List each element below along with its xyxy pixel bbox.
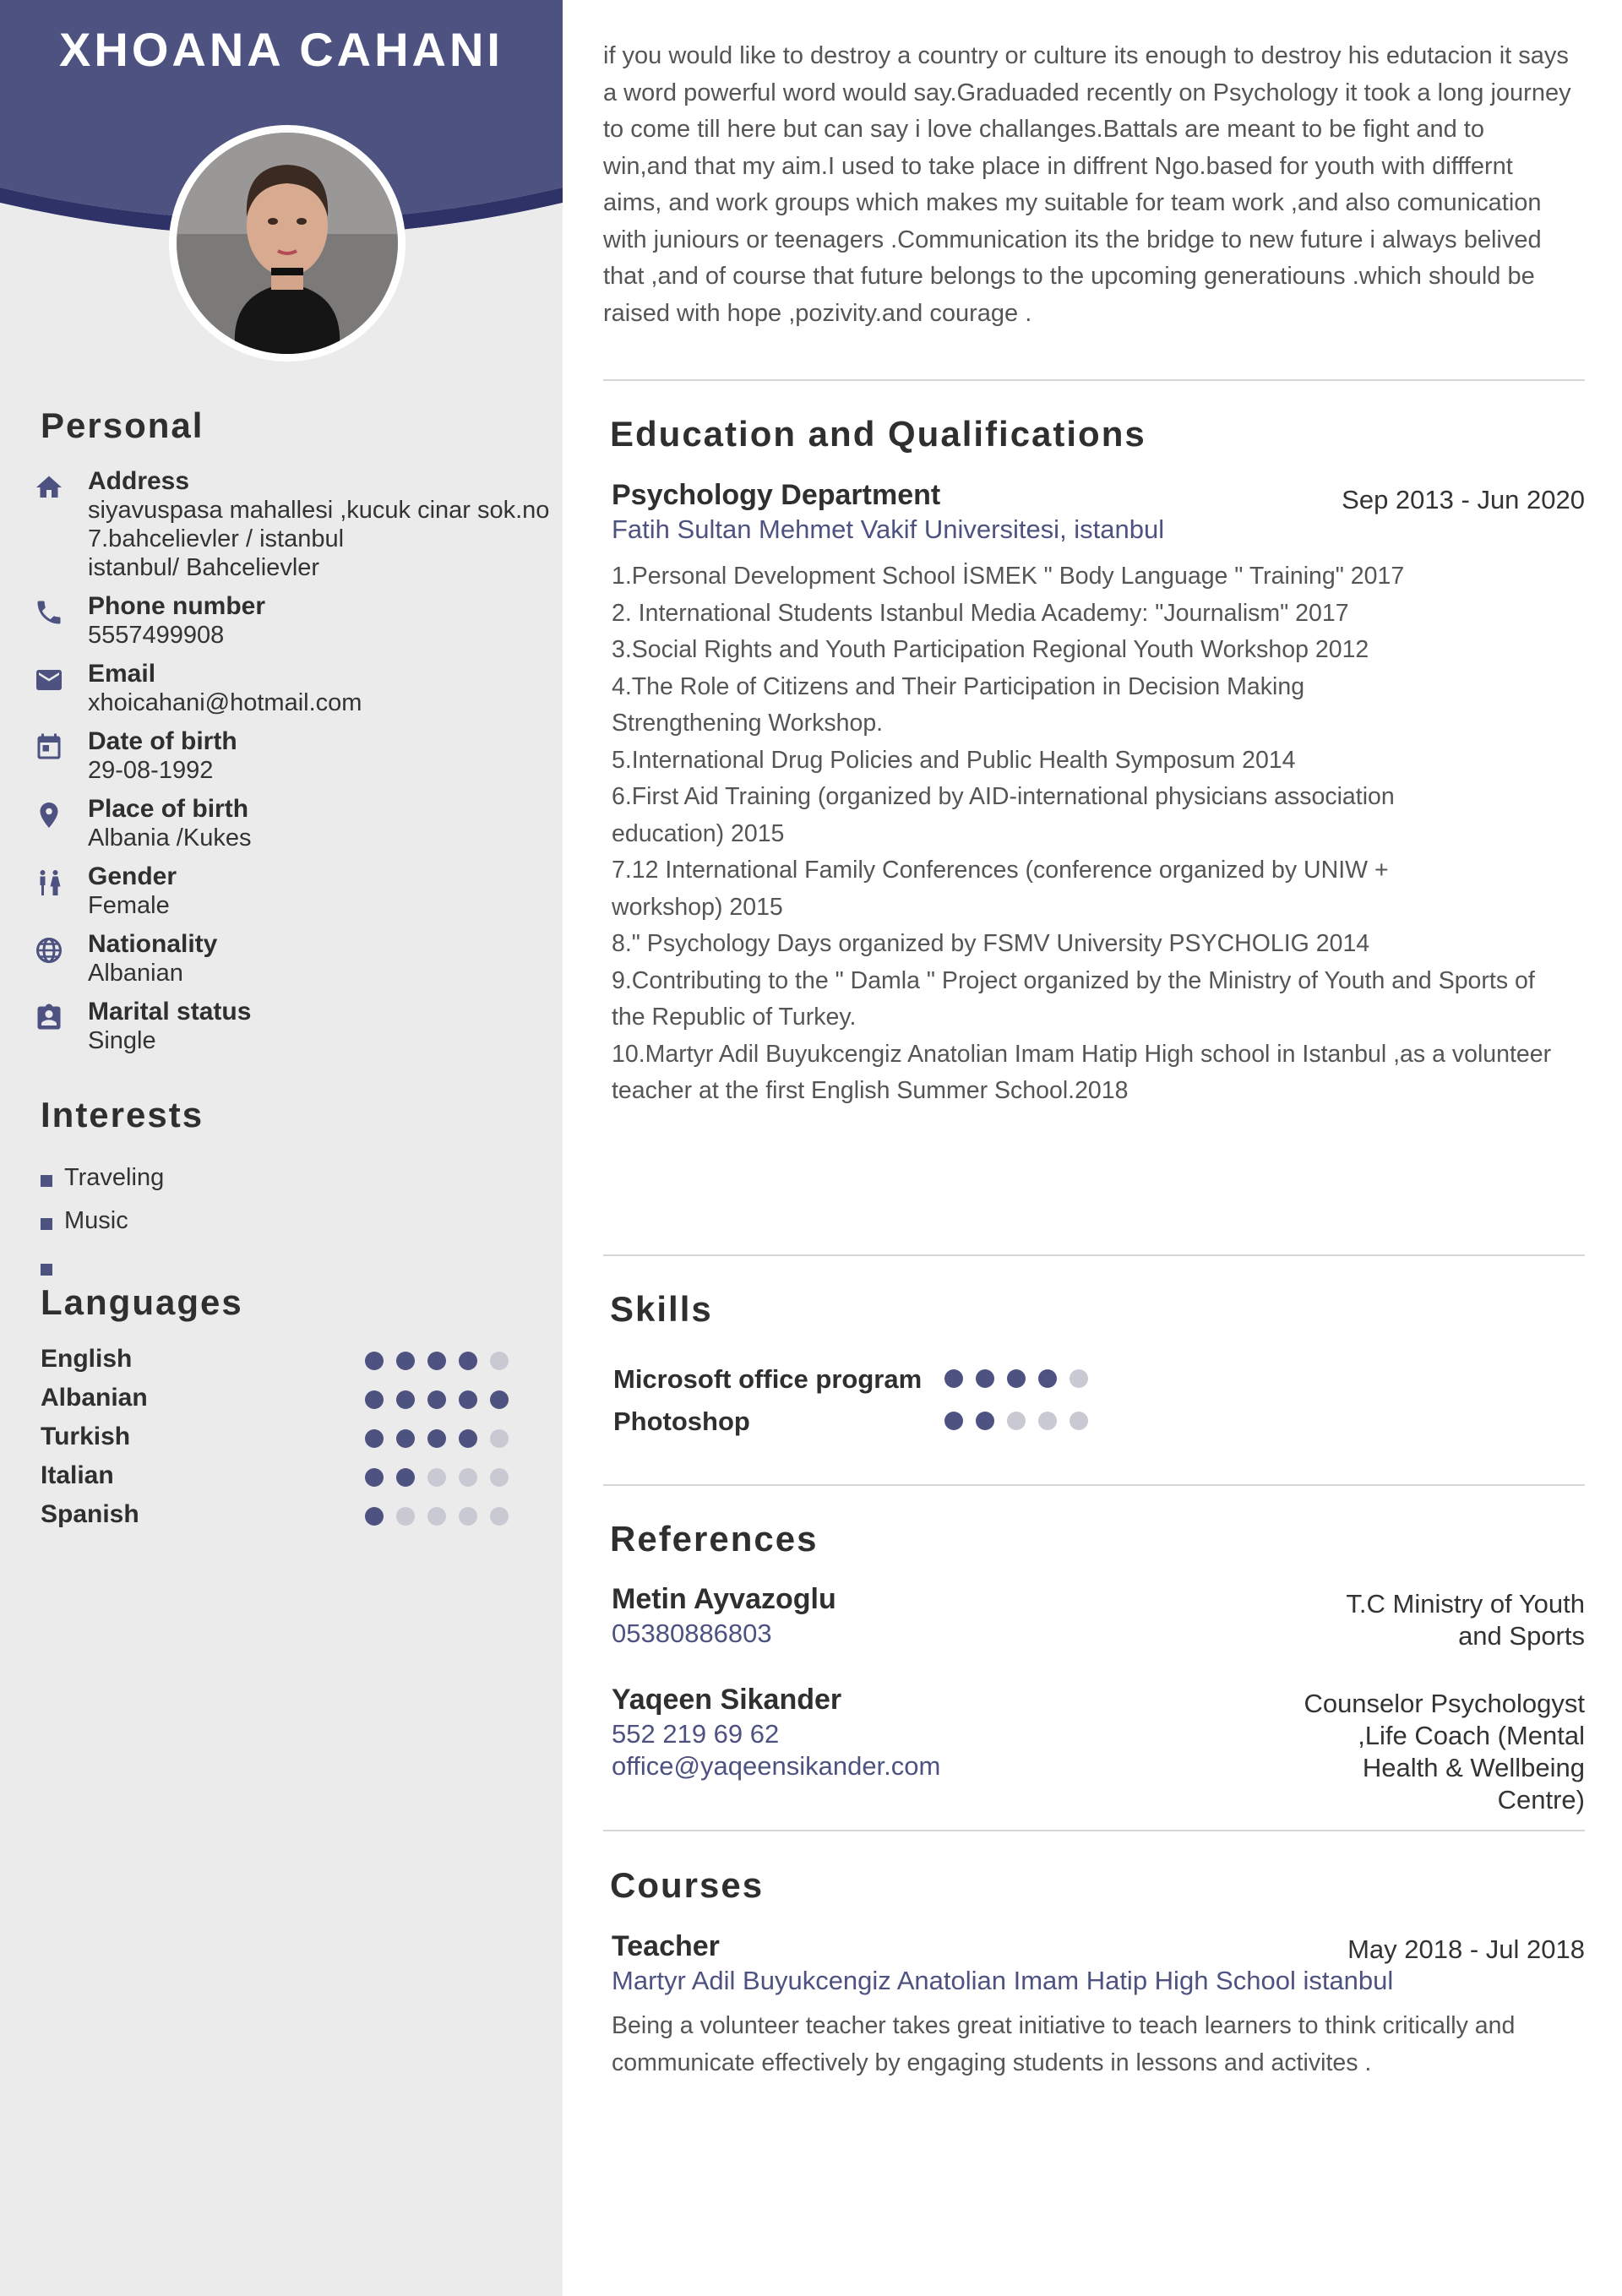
education-line: Strengthening Workshop. xyxy=(612,710,884,737)
home-icon xyxy=(34,472,64,503)
skill-row xyxy=(613,1406,1205,1440)
language-row xyxy=(41,1461,514,1495)
rating-dot-filled xyxy=(427,1390,446,1409)
education-line: education) 2015 xyxy=(612,819,785,847)
language-row xyxy=(41,1423,514,1456)
address-value: siyavuspasa mahallesi ,kucuk cinar sok.no 7.bahcelievler / istanbul istanbul/ Bahcelievler xyxy=(88,497,550,581)
rating-dot-filled xyxy=(459,1390,477,1409)
rating-dot-empty xyxy=(490,1429,509,1448)
course-title: Teacher xyxy=(612,1930,720,1962)
rating-dot-empty xyxy=(490,1352,509,1370)
profile-summary: if you would like to destroy a country or culture its enough to destroy his edutacion it says a word powerful word would say.Graduaded recently on Psychology it took a long journey to come till here but can say i love challanges.Battals are meant to be fight and to win,and that my aim.I used to take place in diffrent Ngo.based for youth with difffernt aims, and work groups which makes my suitable for team work ,and also comunication with juniours or teenagers .Communication its the bridge to new future i always belived that ,and of course that future belongs to the upcoming generatiouns .which should be raised with hope ,pozivity.and courage . xyxy=(603,42,1571,327)
birthdate-value: 29-08-1992 xyxy=(88,757,214,784)
marital-status-value: Single xyxy=(88,1027,156,1054)
rating-dot-filled xyxy=(1038,1369,1057,1388)
courses-heading: Courses xyxy=(610,1865,765,1905)
rating-dot-filled xyxy=(365,1390,384,1409)
language-row xyxy=(41,1384,514,1417)
bullet-square-icon xyxy=(41,1175,52,1187)
rating-dot-empty xyxy=(459,1468,477,1487)
interest-item xyxy=(41,1164,164,1192)
email-label: Email xyxy=(88,660,156,688)
rating-dot-filled xyxy=(944,1369,963,1388)
section-divider xyxy=(603,1484,1585,1486)
phone-icon xyxy=(34,597,64,628)
rating-dot-filled xyxy=(459,1429,477,1448)
reference-email[interactable]: office@yaqeensikander.com xyxy=(612,1751,941,1781)
section-divider xyxy=(603,1830,1585,1831)
education-line: teacher at the first English Summer School.2018 xyxy=(612,1077,1129,1104)
reference-name: Metin Ayvazoglu xyxy=(612,1583,836,1615)
birthplace-label: Place of birth xyxy=(88,795,249,823)
reference-name: Yaqeen Sikander xyxy=(612,1684,842,1716)
rating-dot-filled xyxy=(944,1412,963,1430)
birthdate-label: Date of birth xyxy=(88,727,237,755)
section-divider xyxy=(603,379,1585,381)
rating-dot-empty xyxy=(396,1507,415,1526)
marital-status-label: Marital status xyxy=(88,998,252,1026)
candidate-name: XHOANA CAHANI xyxy=(59,23,503,76)
rating-dot-empty xyxy=(1070,1412,1088,1430)
personal-heading: Personal xyxy=(41,405,204,445)
bullet-square-icon xyxy=(41,1218,52,1230)
gender-icon xyxy=(34,868,64,898)
rating-dot-filled xyxy=(396,1390,415,1409)
rating-dot-filled xyxy=(365,1468,384,1487)
skill-row xyxy=(613,1364,1205,1398)
id-badge-icon xyxy=(34,1003,64,1033)
language-name: Turkish xyxy=(41,1423,131,1450)
section-divider xyxy=(603,1254,1585,1256)
phone-label: Phone number xyxy=(88,592,266,620)
interest-label: Music xyxy=(64,1207,128,1234)
course-description xyxy=(612,2008,1583,2081)
language-row xyxy=(41,1345,514,1379)
course-institution: Martyr Adil Buyukcengiz Anatolian Imam Hatip High School istanbul xyxy=(612,1966,1394,1995)
calendar-icon xyxy=(34,732,64,763)
skill-name: Photoshop xyxy=(613,1406,750,1436)
languages-heading: Languages xyxy=(41,1282,243,1322)
education-line: the Republic of Turkey. xyxy=(612,1004,857,1031)
reference-organization: Counselor Psychologyst ,Life Coach (Mental Health & Wellbeing Centre) xyxy=(1304,1689,1585,1814)
course-line: Being a volunteer teacher takes great initiative to teach learners to think critically and xyxy=(612,2012,1516,2039)
phone-value: 5557499908 xyxy=(88,622,225,649)
education-line: 7.12 International Family Conferences (conference organized by UNIW + xyxy=(612,857,1389,884)
rating-dot-filled xyxy=(365,1507,384,1526)
education-line: 3.Social Rights and Youth Participation Regional Youth Workshop 2012 xyxy=(612,636,1369,663)
rating-dot-filled xyxy=(365,1429,384,1448)
course-date: May 2018 - Jul 2018 xyxy=(1347,1934,1585,1964)
rating-dot-filled xyxy=(976,1369,994,1388)
education-institution: Fatih Sultan Mehmet Vakif Universitesi, istanbul xyxy=(612,514,1165,544)
course-line: communicate effectively by engaging students in lessons and activites . xyxy=(612,2048,1372,2076)
gender-label: Gender xyxy=(88,862,177,890)
skills-heading: Skills xyxy=(610,1289,713,1329)
rating-dot-filled xyxy=(490,1390,509,1409)
rating-dot-filled xyxy=(396,1468,415,1487)
birthplace-value: Albania /Kukes xyxy=(88,824,252,851)
education-line: 4.The Role of Citizens and Their Participation in Decision Making xyxy=(612,672,1305,700)
rating-dot-empty xyxy=(490,1468,509,1487)
rating-dot-empty xyxy=(1070,1369,1088,1388)
language-name: Italian xyxy=(41,1461,114,1489)
rating-dot-filled xyxy=(427,1352,446,1370)
education-line: workshop) 2015 xyxy=(612,893,783,921)
reference-phone: 05380886803 xyxy=(612,1619,772,1648)
education-line: 5.International Drug Policies and Public Health Symposum 2014 xyxy=(612,746,1296,774)
rating-dot-empty xyxy=(427,1507,446,1526)
location-pin-icon xyxy=(34,800,64,830)
reference-phone: 552 219 69 62 xyxy=(612,1719,780,1749)
skill-name: Microsoft office program xyxy=(613,1364,923,1394)
education-line: 6.First Aid Training (organized by AID-international physicians association xyxy=(612,783,1395,810)
education-details xyxy=(612,558,1583,1110)
education-date: Sep 2013 - Jun 2020 xyxy=(1342,485,1585,514)
education-line: 8." Psychology Days organized by FSMV University PSYCHOLIG 2014 xyxy=(612,930,1370,957)
education-heading: Education and Qualifications xyxy=(610,414,1146,454)
language-name: English xyxy=(41,1345,133,1373)
nationality-label: Nationality xyxy=(88,930,218,958)
email-value[interactable]: xhoicahani@hotmail.com xyxy=(88,689,362,716)
rating-dot-empty xyxy=(1038,1412,1057,1430)
rating-dot-filled xyxy=(396,1429,415,1448)
profile-photo xyxy=(169,125,406,362)
gender-value: Female xyxy=(88,892,170,919)
interest-item xyxy=(41,1207,128,1235)
rating-dot-empty xyxy=(1007,1412,1026,1430)
nationality-value: Albanian xyxy=(88,960,183,987)
education-line: 1.Personal Development School İSMEK " Body Language " Training" 2017 xyxy=(612,563,1405,590)
address-label: Address xyxy=(88,467,190,495)
references-heading: References xyxy=(610,1519,819,1559)
language-name: Albanian xyxy=(41,1384,148,1412)
rating-dot-filled xyxy=(427,1429,446,1448)
interests-heading: Interests xyxy=(41,1095,204,1134)
globe-icon xyxy=(34,935,64,966)
reference-organization: T.C Ministry of Youth and Sports xyxy=(1346,1589,1585,1651)
rating-dot-filled xyxy=(1007,1369,1026,1388)
rating-dot-filled xyxy=(396,1352,415,1370)
rating-dot-empty xyxy=(459,1507,477,1526)
interest-label: Traveling xyxy=(64,1164,165,1191)
sidebar xyxy=(0,0,563,2296)
rating-dot-filled xyxy=(459,1352,477,1370)
email-icon xyxy=(34,665,64,695)
rating-dot-empty xyxy=(427,1468,446,1487)
rating-dot-empty xyxy=(490,1507,509,1526)
education-title: Psychology Department xyxy=(612,479,941,511)
education-line: 10.Martyr Adil Buyukcengiz Anatolian Imam Hatip High school in Istanbul ,as a volunteer xyxy=(612,1040,1552,1068)
rating-dot-filled xyxy=(365,1352,384,1370)
education-line: 9.Contributing to the " Damla " Project organized by the Ministry of Youth and Sports of xyxy=(612,966,1535,994)
main-content xyxy=(563,0,1622,2296)
education-line: 2. International Students Istanbul Media Academy: "Journalism" 2017 xyxy=(612,599,1349,627)
language-name: Spanish xyxy=(41,1500,139,1528)
bullet-square-icon xyxy=(41,1264,52,1276)
language-row xyxy=(41,1500,514,1534)
rating-dot-filled xyxy=(976,1412,994,1430)
